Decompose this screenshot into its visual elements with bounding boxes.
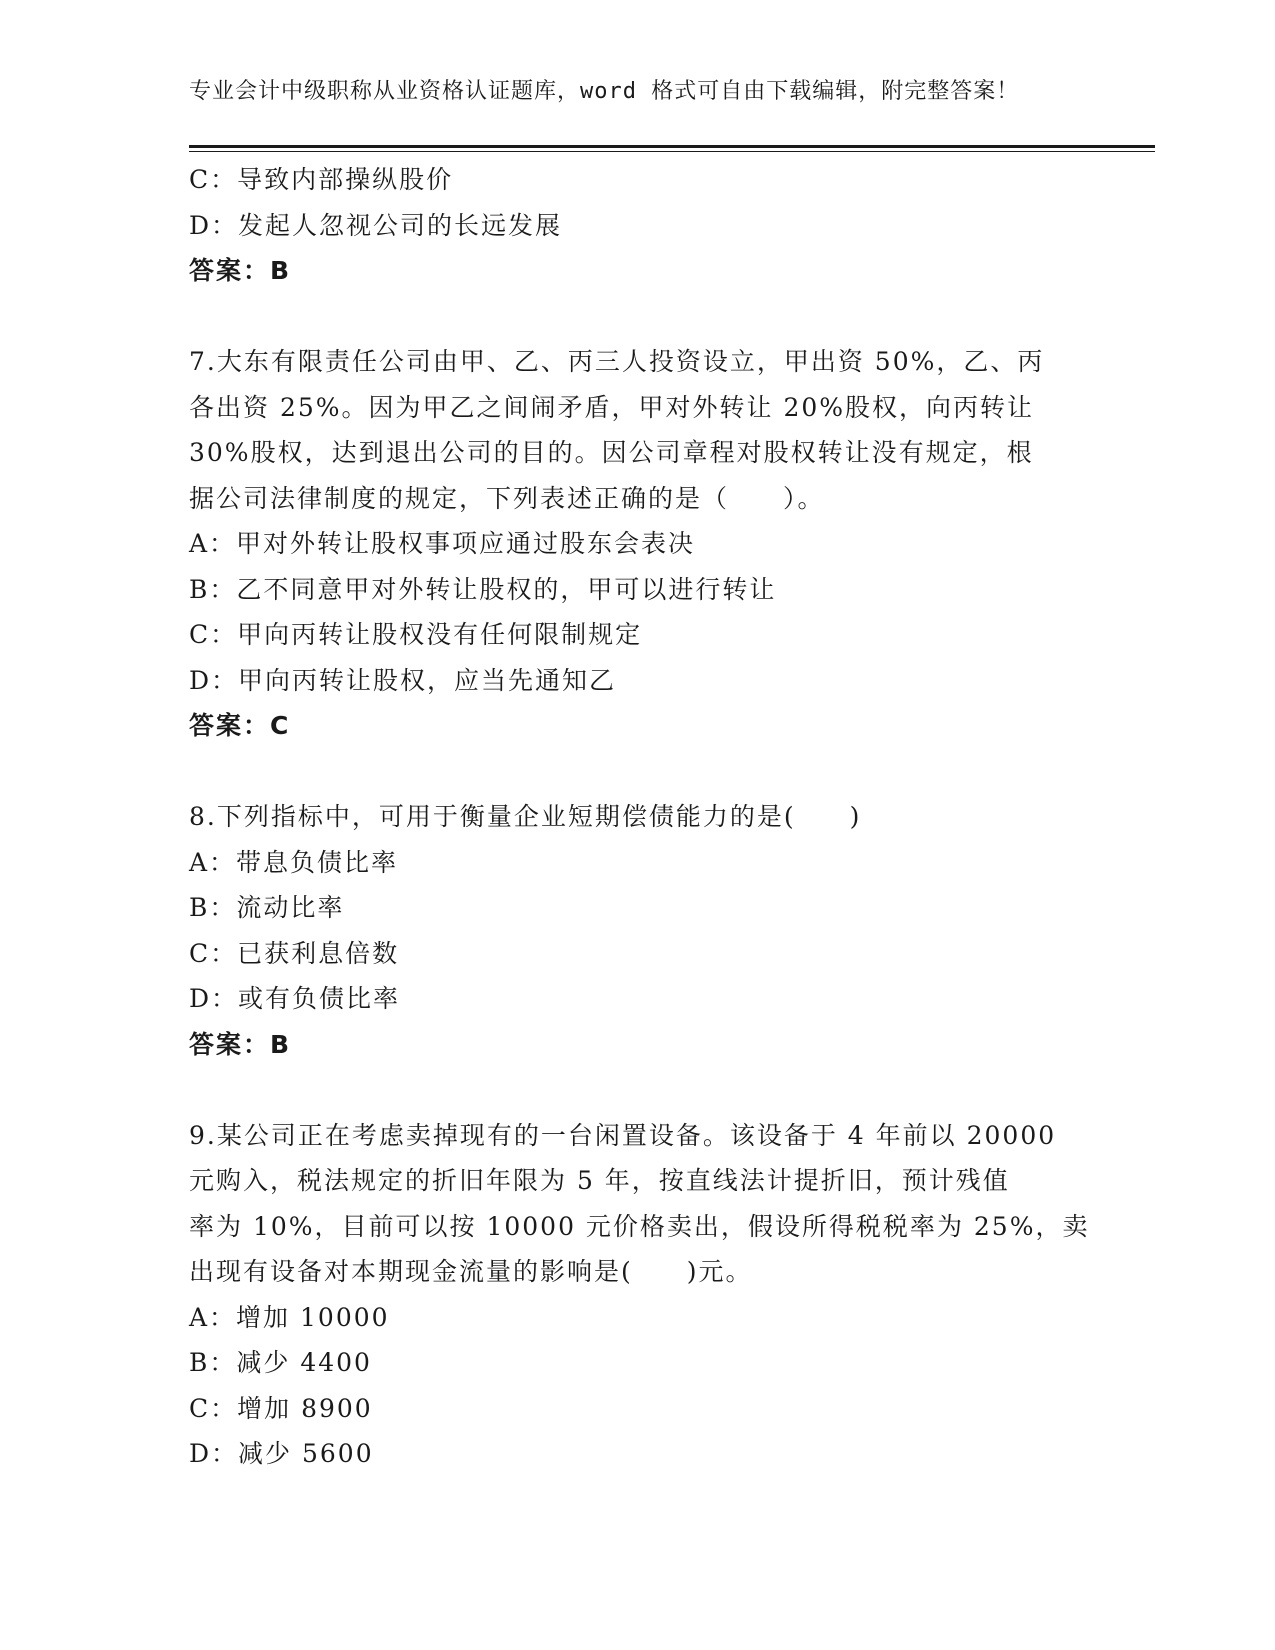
q6-answer: 答案：B: [189, 256, 292, 285]
q7-option-a: A：甲对外转让股权事项应通过股东会表决: [189, 529, 696, 558]
q8-answer: 答案：B: [189, 1029, 292, 1059]
q9-stem-line-1: 9.某公司正在考虑卖掉现有的一台闲置设备。该设备于 4 年前以 20000: [189, 1120, 1057, 1150]
q9-stem-line-2: 元购入，税法规定的折旧年限为 5 年，按直线法计提折旧，预计残值: [189, 1166, 1010, 1195]
q7-stem-line-1: 7.大东有限责任公司由甲、乙、丙三人投资设立，甲出资 50%，乙、丙: [189, 347, 1045, 376]
header-rule-thick: [189, 145, 1155, 148]
q9-option-b: B：减少 4400: [189, 1348, 372, 1377]
spacer: [189, 749, 1089, 795]
q9-option-a: A：增加 10000: [189, 1302, 390, 1332]
q9-option-d: D：减少 5600: [189, 1439, 374, 1468]
q8-option-c: C：已获利息倍数: [189, 938, 400, 968]
q7-option-c: C：甲向丙转让股权没有任何限制规定: [189, 620, 643, 649]
q9-option-c: C：增加 8900: [189, 1393, 373, 1423]
page-header: 专业会计中级职称从业资格认证题库，word 格式可自由下载编辑，附完整答案！: [189, 79, 1020, 104]
q9-stem-line-3: 率为 10%，目前可以按 10000 元价格卖出，假设所得税税率为 25%，卖: [189, 1211, 1090, 1241]
q6-option-c: C：导致内部操纵股价: [189, 165, 454, 194]
q8-option-a: A：带息负债比率: [189, 847, 399, 877]
q7-answer: 答案：C: [189, 711, 291, 740]
q7-stem-line-2: 各出资 25%。因为甲乙之间闹矛盾，甲对外转让 20%股权，向丙转让: [189, 392, 1035, 422]
q8-stem-line-1: 8.下列指标中，可用于衡量企业短期偿债能力的是( ): [189, 802, 862, 831]
q9-stem-line-4: 出现有设备对本期现金流量的影响是( )元。: [189, 1257, 753, 1286]
q8-option-d: D：或有负债比率: [189, 984, 401, 1013]
header-rule-thin: [189, 151, 1155, 152]
spacer: [189, 294, 1089, 340]
q7-stem-line-3: 30%股权，达到退出公司的目的。因公司章程对股权转让没有规定，根: [189, 438, 1034, 467]
q8-option-b: B：流动比率: [189, 893, 345, 922]
q7-option-d: D：甲向丙转让股权，应当先通知乙: [189, 665, 617, 695]
q6-option-d: D：发起人忽视公司的长远发展: [189, 210, 563, 240]
spacer: [189, 1067, 1089, 1113]
q7-option-b: B：乙不同意甲对外转让股权的，甲可以进行转让: [189, 574, 777, 604]
q7-stem-line-4: 据公司法律制度的规定，下列表述正确的是（ ）。: [189, 483, 825, 513]
question-content: [189, 157, 1089, 1477]
